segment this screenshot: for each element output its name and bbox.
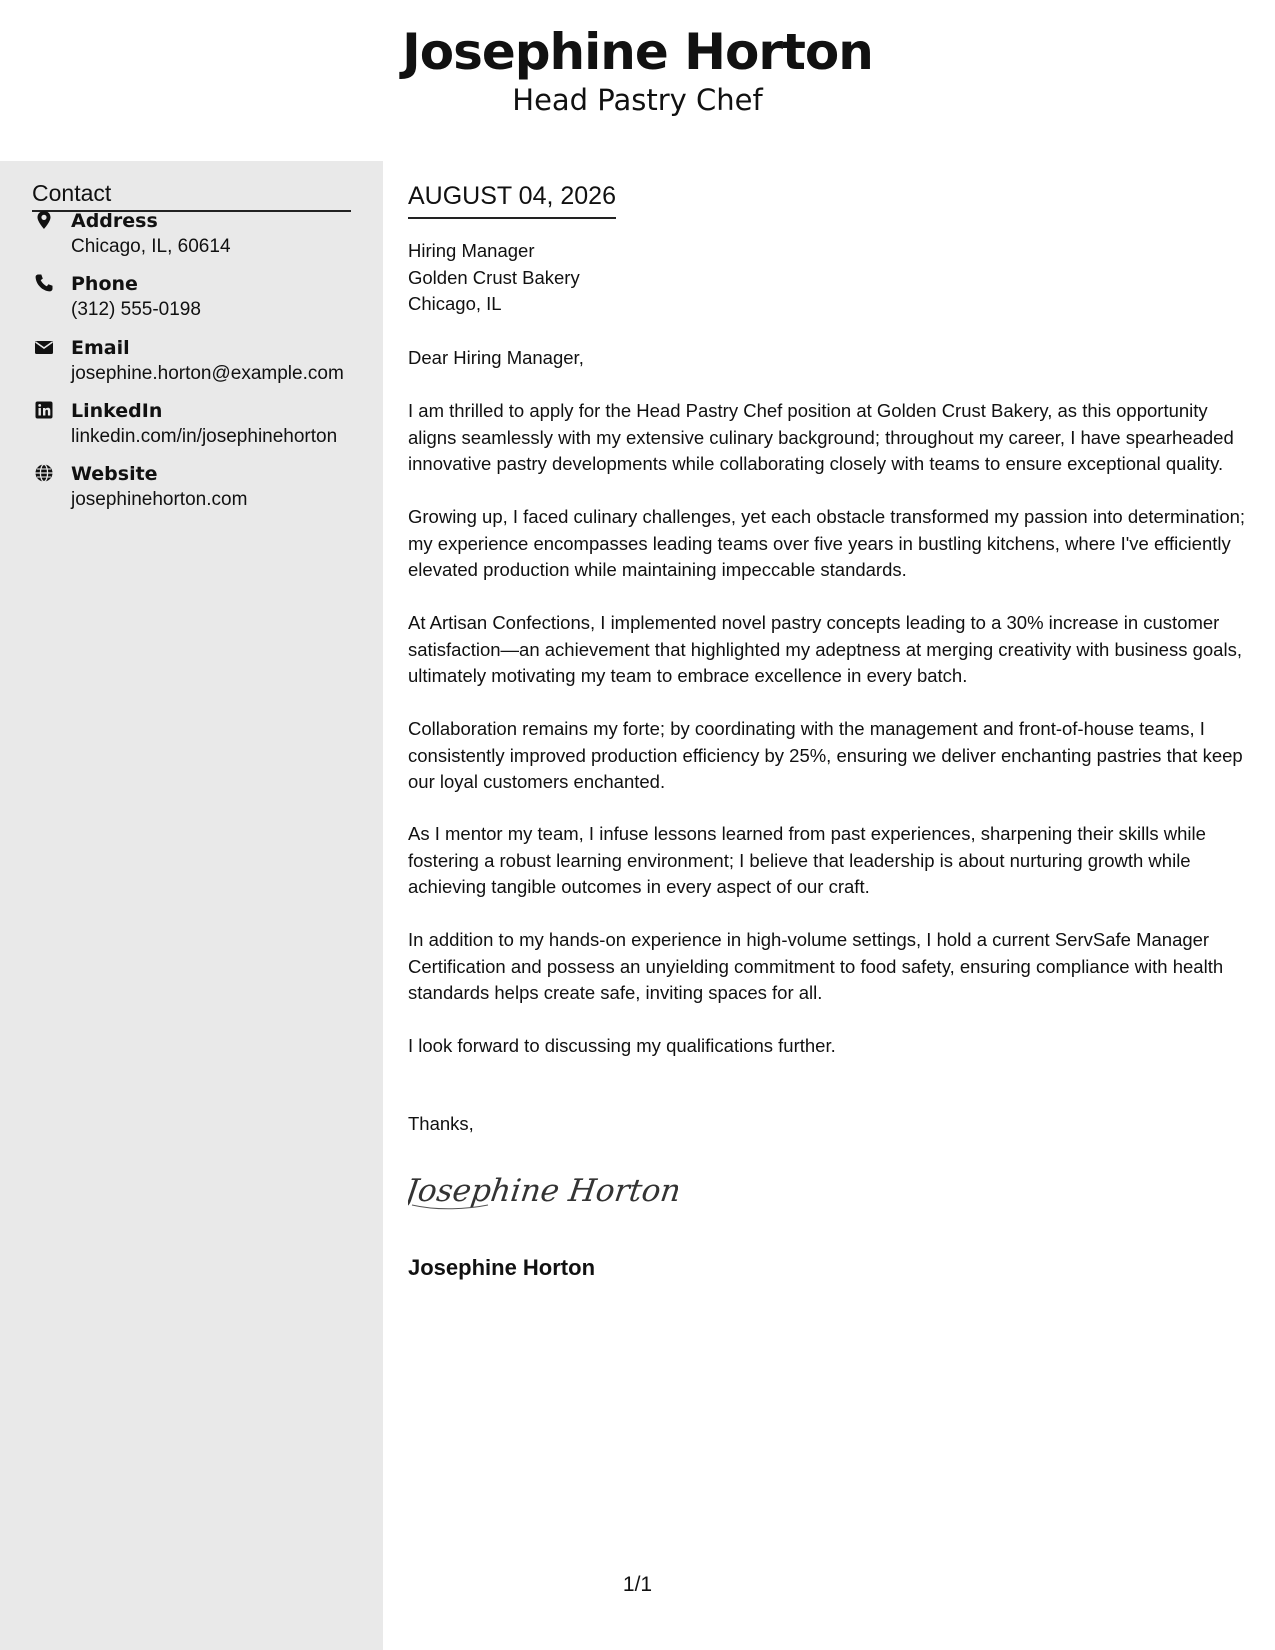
greeting: Dear Hiring Manager, bbox=[408, 347, 584, 368]
contact-website bbox=[32, 461, 372, 521]
page-number: 1/1 bbox=[622, 1573, 653, 1596]
website-value[interactable]: josephinehorton.com bbox=[71, 489, 248, 510]
contact-sidebar bbox=[0, 161, 383, 1650]
body-paragraph: I am thrilled to apply for the Head Pastry Chef position at Golden Crust Bakery, as this opportunity aligns seamlessly with my extensive culinary background; throughout my career, I have spearheaded innovative pastry developments while collaborating closely with teams to ensure exceptional quality. bbox=[408, 400, 1234, 474]
header bbox=[0, 0, 1275, 161]
phone-value: (312) 555-0198 bbox=[71, 299, 201, 320]
recipient-block bbox=[408, 238, 580, 318]
phone-label: Phone bbox=[71, 273, 138, 295]
signer-name: Josephine Horton bbox=[408, 1255, 596, 1280]
envelope-icon bbox=[34, 337, 54, 357]
recipient-line: Hiring Manager bbox=[408, 240, 535, 261]
body-paragraph: As I mentor my team, I infuse lessons learned from past experiences, sharpening their skills while fostering a robust learning environment; I believe that leadership is about nurturing growth while achieving tangible outcomes in every aspect of our craft. bbox=[408, 823, 1206, 897]
job-title: Head Pastry Chef bbox=[512, 83, 763, 117]
contact-heading: Contact bbox=[32, 176, 351, 212]
candidate-name: Josephine Horton bbox=[402, 23, 873, 81]
recipient-line: Chicago, IL bbox=[408, 293, 502, 314]
body-paragraph: At Artisan Confections, I implemented novel pastry concepts leading to a 30% increase in customer satisfaction—an achievement that highlighted my adeptness at merging creativity with business goals, ultimately motivating my team to embrace excellence in every batch. bbox=[408, 612, 1242, 686]
phone-icon bbox=[34, 273, 54, 293]
contact-phone bbox=[32, 271, 372, 331]
website-label: Website bbox=[71, 463, 158, 485]
contact-linkedin bbox=[32, 398, 372, 458]
linkedin-icon bbox=[34, 400, 54, 420]
email-label: Email bbox=[71, 337, 130, 359]
address-label: Address bbox=[71, 210, 158, 232]
contact-address bbox=[32, 208, 372, 268]
letter-date: AUGUST 04, 2026 bbox=[408, 179, 616, 219]
map-pin-icon bbox=[34, 210, 54, 230]
body-paragraph: Collaboration remains my forte; by coordinating with the management and front-of-house teams, I consistently improved production efficiency by 25%, ensuring we deliver enchanting pastries that keep our loyal customers enchanted. bbox=[408, 718, 1243, 792]
recipient-line: Golden Crust Bakery bbox=[408, 266, 580, 288]
signature-script: Josephine Horton bbox=[408, 1173, 678, 1209]
linkedin-label: LinkedIn bbox=[71, 400, 163, 422]
body-paragraph: I look forward to discussing my qualifications further. bbox=[408, 1035, 836, 1056]
closing: Thanks, bbox=[408, 1113, 474, 1134]
globe-icon bbox=[34, 463, 54, 483]
contact-email bbox=[32, 335, 372, 395]
body-paragraph: Growing up, I faced culinary challenges, yet each obstacle transformed my passion into determination; my experience encompasses leading teams over five years in bustling kitchens, where I've efficiently elevated production while maintaining impeccable standards. bbox=[408, 506, 1246, 580]
email-value[interactable]: josephine.horton@example.com bbox=[71, 363, 344, 384]
address-value: Chicago, IL, 60614 bbox=[71, 236, 231, 257]
handwritten-signature bbox=[408, 1161, 678, 1217]
linkedin-value[interactable]: linkedin.com/in/josephinehorton bbox=[71, 426, 338, 447]
body-paragraph: In addition to my hands-on experience in high-volume settings, I hold a current ServSafe Manager Certification and possess an unyielding commitment to food safety, ensuring compliance with health standards helps create safe, inviting spaces for all. bbox=[408, 929, 1224, 1003]
